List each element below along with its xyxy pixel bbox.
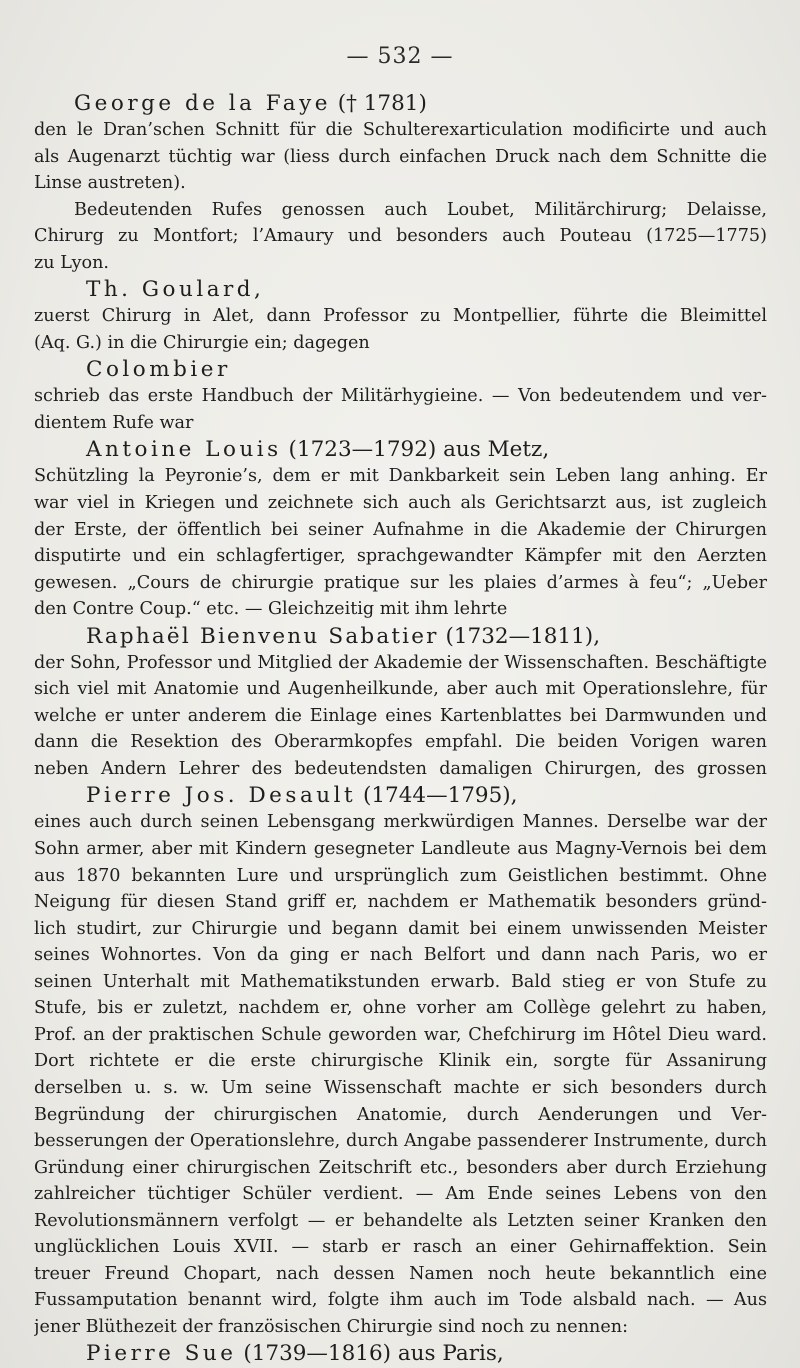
text-line: zuerst Chirurg in Alet, dann Professor zu Montpellier, führte die Bleimittel: [34, 306, 767, 327]
text-line: aus 1870 bekannten Lure und ursprünglich zum Geistlichen bestimmt. Ohne: [34, 865, 767, 886]
text-line: lich studirt, zur Chirurgie und begann damit bei einem unwissenden Meister: [34, 918, 767, 939]
name-heading: [34, 356, 767, 383]
heading-name: Pierre Jos. Desault: [86, 783, 357, 809]
heading-name: Colombier: [86, 357, 231, 383]
text-line: seinen Unterhalt mit Mathematikstunden erwarb. Bald stieg er von Stufe zu: [34, 971, 767, 992]
text-line: Prof. an der praktischen Schule geworden war, Chefchirurg im Hôtel Dieu ward.: [34, 1024, 767, 1045]
heading-dates: (1723—1792) aus Metz,: [281, 437, 550, 463]
text-line: schrieb das erste Handbuch der Militärhygieine. — Von bedeutendem und ver-: [34, 386, 767, 407]
heading-name: Th. Goulard,: [86, 277, 265, 303]
text-line: sich viel mit Anatomie und Augenheilkunde, aber auch mit Operationslehre, für: [34, 679, 767, 700]
name-heading: [34, 1340, 767, 1367]
text-line: Dort richtete er die erste chirurgische Klinik ein, sorgte für Assanirung: [34, 1051, 767, 1072]
heading-dates: († 1781): [330, 91, 427, 116]
text-line: zahlreicher tüchtiger Schüler verdient. — Am Ende seines Lebens von den: [34, 1184, 767, 1205]
text-line: den Contre Coup.“ etc. — Gleichzeitig mit ihm lehrte: [34, 599, 508, 620]
text-line: war viel in Kriegen und zeichnete sich auch als Gerichtsarzt aus, ist zugleich: [34, 493, 767, 514]
text-line: welche er unter anderem die Einlage eines Kartenblattes bei Darmwunden und: [34, 705, 767, 726]
name-heading: [34, 436, 767, 463]
text-line: den le Dran’schen Schnitt für die Schulterexarticulation modificirte und auch: [34, 120, 767, 140]
name-heading: [34, 276, 767, 303]
text-line: besserungen der Operationslehre, durch Angabe passenderer Instrumente, durch: [34, 1131, 767, 1152]
body-text: [34, 90, 767, 1367]
text-line: derselben u. s. w. Um seine Wissenschaft machte er sich besonders durch: [34, 1077, 767, 1098]
name-heading: [34, 623, 767, 650]
text-line: Revolutionsmännern verfolgt — er behandelte als Letzten seiner Kranken den: [34, 1210, 767, 1231]
text-line: dientem Rufe war: [34, 412, 194, 433]
text-line: eines auch durch seinen Lebensgang merkwürdigen Mannes. Derselbe war der: [34, 812, 767, 833]
text-line: zu Lyon.: [34, 252, 110, 273]
text-line: neben Andern Lehrer des bedeutendsten damaligen Chirurgen, des grossen: [34, 758, 767, 779]
text-line: Begründung der chirurgischen Anatomie, durch Aenderungen und Ver-: [34, 1104, 767, 1125]
text-line: disputirte und ein schlagfertiger, sprachgewandter Kämpfer mit den Aerzten: [34, 546, 767, 567]
text-line: Sohn armer, aber mit Kindern gesegneter Landleute aus Magny-Vernois bei dem: [34, 839, 767, 860]
text-line: dann die Resektion des Oberarmkopfes empfahl. Die beiden Vorigen waren: [34, 732, 767, 753]
text-line: Bedeutenden Rufes genossen auch Loubet, Militärchirurg; Delaisse,: [74, 199, 767, 220]
heading-name: Pierre Sue: [86, 1341, 237, 1367]
text-line: Gründung einer chirurgischen Zeitschrift etc., besonders aber durch Erziehung: [34, 1157, 767, 1178]
text-line: gewesen. „Cours de chirurgie pratique sur les plaies d’armes à feu“; „Ueber: [34, 572, 767, 593]
heading-dates: (1744—1795),: [356, 783, 518, 809]
text-line: Linse austreten).: [34, 173, 186, 194]
text-line: Stufe, bis er zuletzt, nachdem er, ohne vorher am Collège gelehrt zu haben,: [34, 998, 767, 1019]
text-line: treuer Freund Chopart, nach dessen Namen noch heute bekanntlich eine: [34, 1263, 767, 1284]
heading-name: Antoine Louis: [86, 437, 282, 463]
heading-name: George de la Faye: [74, 91, 331, 116]
text-line: unglücklichen Louis XVII. — starb er rasch an einer Gehirnaffektion. Sein: [34, 1237, 767, 1258]
text-line: Schützling la Peyronie’s, dem er mit Dankbarkeit sein Leben lang anhing. Er: [34, 466, 767, 487]
text-line: der Erste, der öffentlich bei seiner Aufnahme in die Akademie der Chirurgen: [34, 519, 767, 540]
text-line: jener Blüthezeit der französischen Chirurgie sind noch zu nennen:: [34, 1316, 629, 1337]
page-number: — 532 —: [346, 44, 454, 69]
text-line: seines Wohnortes. Von da ging er nach Belfort und dann nach Paris, wo er: [34, 945, 767, 966]
name-heading: [34, 782, 767, 809]
text-line: als Augenarzt tüchtig war (liess durch einfachen Druck nach dem Schnitte die: [34, 146, 767, 167]
text-line: (Aq. G.) in die Chirurgie ein; dagegen: [34, 332, 370, 353]
text-line: Fussamputation benannt wird, folgte ihm auch im Tode alsbald nach. — Aus: [34, 1290, 767, 1311]
text-line: Chirurg zu Montfort; l’Amaury und besonders auch Pouteau (1725—1775): [34, 226, 767, 247]
text-line: Neigung für diesen Stand griff er, nachdem er Mathematik besonders gründ-: [34, 892, 767, 913]
heading-name: Raphaël Bienvenu Sabatier: [86, 623, 439, 649]
heading-dates: (1732—1811),: [438, 623, 601, 649]
name-heading: [34, 90, 767, 117]
heading-dates: (1739—1816) aus Paris,: [236, 1341, 504, 1367]
text-line: der Sohn, Professor und Mitglied der Akademie der Wissenschaften. Beschäftigte: [34, 652, 767, 673]
